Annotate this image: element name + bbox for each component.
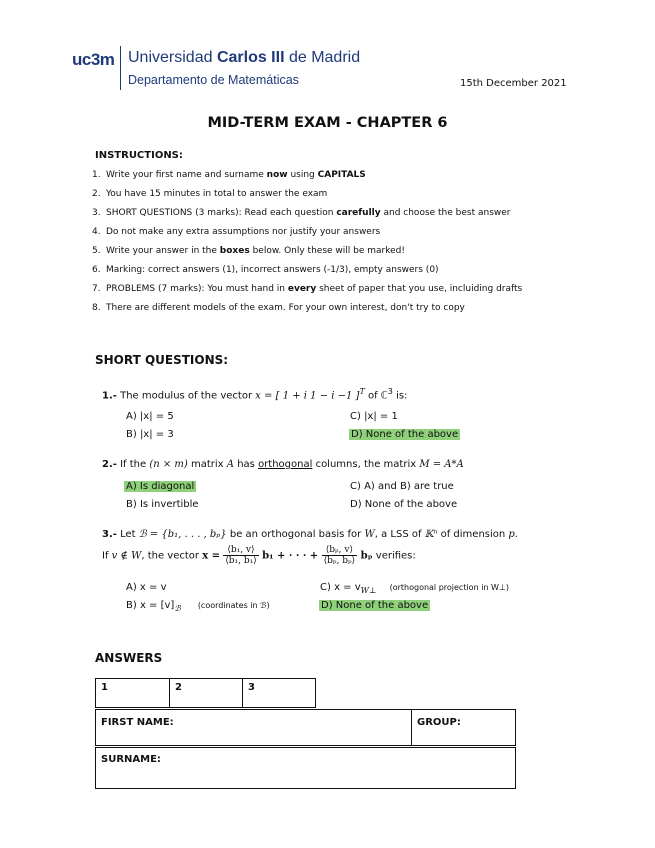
instruction-item: 5. Write your answer in the boxes below. Only these will be marked!: [92, 246, 405, 256]
question-3-line-2: If v ∉ W, the vector x = $\frac{\text{⟨b₁, v⟩}}{\text{⟨b₁, b₁⟩}}$ b₁ + · · · + $\frac{\text{⟨bₚ, v⟩}}{\text{⟨bₚ, bₚ⟩}}$ bₚ verifies:: [102, 545, 416, 566]
q1-option-b[interactable]: B) |x| = 3: [126, 429, 174, 440]
instructions-list: [92, 166, 522, 318]
instruction-item: 2. You have 15 minutes in total to answer the exam: [92, 189, 328, 199]
answers-heading: ANSWERS: [95, 651, 163, 665]
instruction-item: 7. PROBLEMS (7 marks): You must hand in every sheet of paper that you use, incluiding drafts: [92, 284, 523, 294]
instruction-item: 4. Do not make any extra assumptions nor justify your answers: [92, 227, 381, 237]
q1-option-d[interactable]: [349, 429, 460, 440]
instruction-item: 3. SHORT QUESTIONS (3 marks): Read each question carefully and choose the best answer: [92, 208, 511, 218]
q2-option-d[interactable]: D) None of the above: [350, 499, 458, 510]
answer-box-3[interactable]: 3: [242, 678, 316, 708]
q3-option-c[interactable]: C) $x = v_{W\perp}$ (orthogonal projection in W⊥): [320, 582, 510, 595]
fraction-first-term: $\frac{\text{⟨b₁, v⟩}}{\text{⟨b₁, b₁⟩}}$: [225, 545, 257, 566]
answer-box-1[interactable]: 1: [95, 678, 170, 708]
surname-field[interactable]: SURNAME:: [95, 747, 516, 789]
q2-option-b[interactable]: B) Is invertible: [126, 499, 199, 510]
university-name: Universidad Carlos III de Madrid: [128, 49, 361, 66]
department-name: Departamento de Matemáticas: [128, 73, 299, 87]
short-questions-heading: SHORT QUESTIONS:: [95, 353, 229, 367]
q2-option-a[interactable]: [124, 481, 196, 492]
instructions-heading: INSTRUCTIONS:: [95, 150, 183, 161]
instruction-item: 8. There are different models of the exam. For your own interest, don't try to copy: [92, 303, 465, 313]
group-field[interactable]: GROUP:: [411, 709, 516, 746]
answer-box-2[interactable]: 2: [169, 678, 243, 708]
question-2: 2.- If the (n × m) matrix A has orthogonal columns, the matrix M = A*A: [102, 459, 464, 470]
instruction-item: 1. Write your first name and surname now using CAPITALS: [92, 170, 366, 180]
q3-option-a[interactable]: A) x = v: [126, 582, 167, 593]
highlighted-answer: A) Is diagonal: [126, 481, 195, 492]
logo-divider: [120, 46, 121, 90]
q1-option-a[interactable]: A) |x| = 5: [126, 411, 174, 422]
uc3m-logo: uc3m: [72, 50, 115, 69]
instruction-item: 6. Marking: correct answers (1), incorrect answers (-1/3), empty answers (0): [92, 265, 439, 275]
first-name-field[interactable]: FIRST NAME:: [95, 709, 412, 746]
exam-title: MID-TERM EXAM - CHAPTER 6: [207, 115, 448, 131]
highlighted-answer: D) None of the above: [321, 600, 429, 611]
q3-option-d[interactable]: [319, 600, 430, 611]
q3-option-b[interactable]: B) $x = [v]_ℬ$ (coordinates in ℬ): [126, 600, 270, 613]
q1-option-c[interactable]: C) |x| = 1: [350, 411, 398, 422]
fraction-last-term: $\frac{\text{⟨bₚ, v⟩}}{\text{⟨bₚ, bₚ⟩}}$: [323, 545, 356, 566]
q2-option-c[interactable]: C) A) and B) are true: [350, 481, 454, 492]
question-3-line-1: 3.- Let ℬ = {b₁, . . . , bₚ} be an orthogonal basis for W, a LSS of 𝕂ⁿ of dimension p.: [102, 529, 518, 540]
exam-date: 15th December 2021: [460, 78, 567, 89]
question-1: 1.- The modulus of the vector x = [ 1 + i 1 − i −1 ]$^T$ of ℂ$^3$ is:: [102, 387, 408, 402]
highlighted-answer: D) None of the above: [351, 429, 459, 440]
